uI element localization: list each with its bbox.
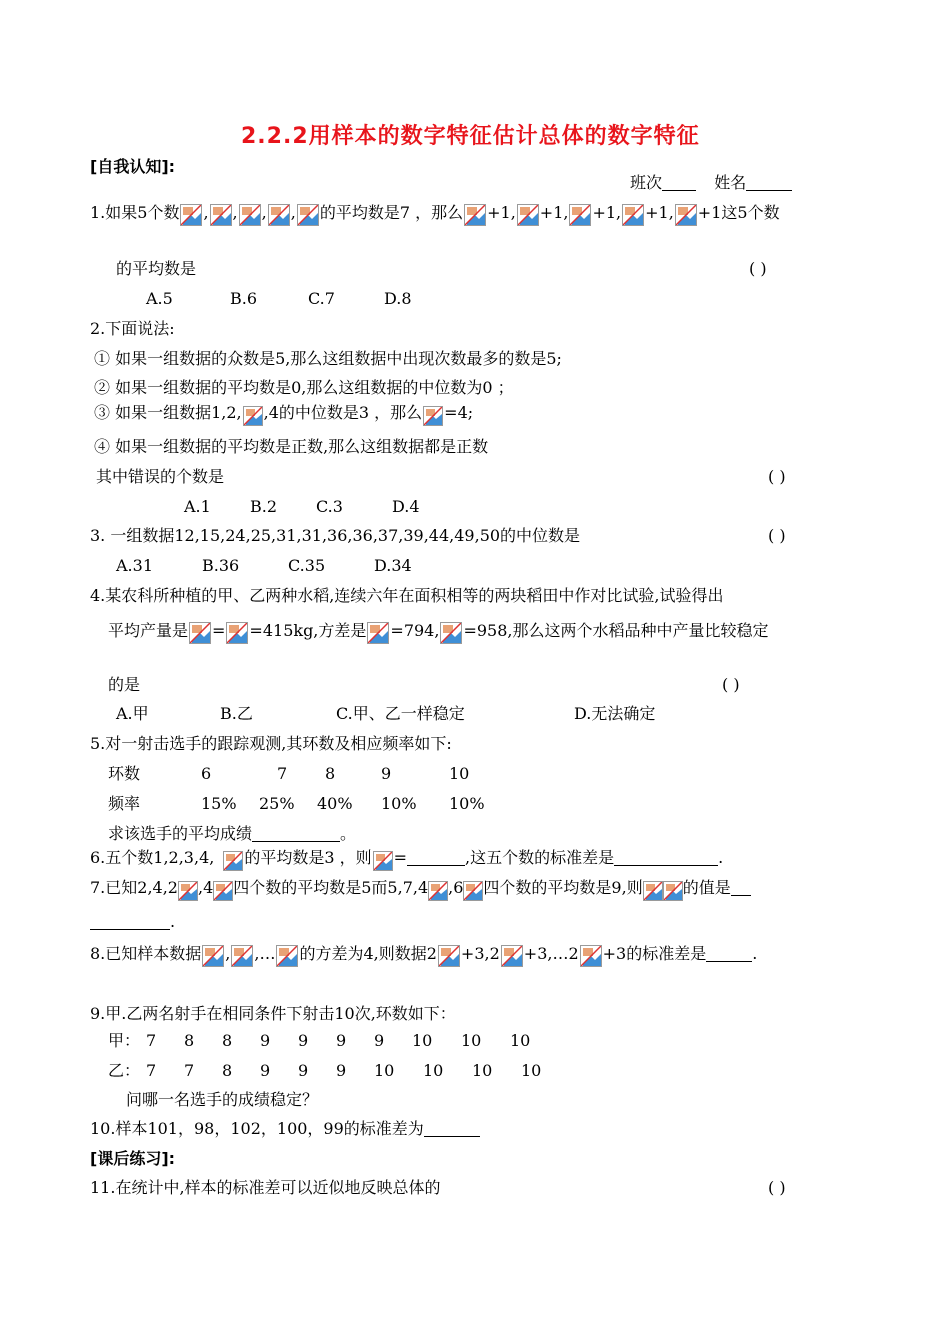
table-cell: 10 <box>472 1061 493 1080</box>
table-cell: 9 <box>298 1031 309 1050</box>
broken-image-icon <box>268 204 290 226</box>
table-cell: 10% <box>449 794 485 813</box>
q1-end: +1这5个数 <box>697 203 780 222</box>
answer-blank[interactable] <box>90 913 170 930</box>
class-blank[interactable] <box>662 174 696 191</box>
answer-paren[interactable]: ( ) <box>749 259 767 278</box>
row-label: 乙： <box>108 1061 141 1080</box>
broken-image-icon <box>440 622 462 644</box>
answer-blank[interactable] <box>407 849 465 866</box>
answer-paren[interactable]: ( ) <box>768 467 786 486</box>
answer-blank[interactable] <box>731 879 751 896</box>
question-9-head: 9.甲.乙两名射手在相同条件下射击10次,环数如下： <box>90 1004 456 1023</box>
option-d[interactable]: D.4 <box>392 497 420 516</box>
broken-image-icon <box>675 204 697 226</box>
q4-l2b: = <box>212 621 226 640</box>
q3-options <box>116 555 412 577</box>
question-8 <box>90 943 757 967</box>
table-cell: 7 <box>146 1061 157 1080</box>
q7-a: 7.已知2,4,2 <box>90 878 178 897</box>
broken-image-icon <box>643 881 663 901</box>
section-after-class-practice: [课后练习]: <box>90 1149 176 1168</box>
table-cell: 10 <box>461 1031 482 1050</box>
table-cell: 40% <box>317 794 353 813</box>
question-1-line1: 1.如果5个数 , , , , 的平均数是7 ，那么 +1, +1, +1, +1, +1这5个数 <box>90 202 780 226</box>
q1-plus: +1, <box>539 203 569 222</box>
row-label: 频率 <box>108 794 141 813</box>
table-cell: 10 <box>449 764 470 783</box>
broken-image-icon <box>226 622 248 644</box>
table-cell: 10 <box>412 1031 433 1050</box>
broken-image-icon <box>210 204 232 226</box>
class-label: 班次 <box>630 173 663 192</box>
option-d[interactable]: D.无法确定 <box>574 704 656 723</box>
broken-image-icon <box>622 204 644 226</box>
broken-image-icon <box>178 881 198 901</box>
row-label: 环数 <box>108 764 141 783</box>
broken-image-icon <box>517 204 539 226</box>
q8-g: +3的标准差是 <box>602 944 707 963</box>
question-4-line2 <box>108 620 768 644</box>
broken-image-icon <box>213 881 233 901</box>
q8-b: , <box>225 944 231 963</box>
broken-image-icon <box>438 945 460 967</box>
q1-mid: 的平均数是7 ，那么 <box>319 203 464 222</box>
broken-image-icon <box>180 204 202 226</box>
question-10 <box>90 1118 480 1140</box>
table-cell: 9 <box>260 1031 271 1050</box>
broken-image-icon <box>367 622 389 644</box>
table-cell: 10 <box>521 1061 542 1080</box>
q5-ask-text: 求该选手的平均成绩 <box>108 824 253 843</box>
broken-image-icon <box>276 945 298 967</box>
name-blank[interactable] <box>746 174 792 191</box>
q1-plus: +1, <box>592 203 622 222</box>
table-cell: 9 <box>381 764 392 783</box>
q2-ask: 其中错误的个数是 <box>96 467 225 486</box>
name-label: 姓名 <box>714 173 747 192</box>
table-cell: 9 <box>260 1061 271 1080</box>
answer-paren[interactable]: ( ) <box>722 675 740 694</box>
q1-options <box>146 288 412 310</box>
broken-image-icon <box>464 204 486 226</box>
answer-blank[interactable] <box>252 825 340 842</box>
option-c[interactable]: C.甲、乙一样稳定 <box>336 704 465 723</box>
section-self-awareness: [自我认知]: <box>90 157 176 176</box>
option-c[interactable]: C.7 <box>308 289 335 308</box>
question-7 <box>90 877 751 901</box>
broken-image-icon <box>189 622 211 644</box>
q8-a: 8.已知样本数据 <box>90 944 202 963</box>
broken-image-icon <box>423 406 443 426</box>
q7-b: ,4 <box>197 878 214 897</box>
table-cell: 10% <box>381 794 417 813</box>
answer-paren[interactable]: ( ) <box>768 526 786 545</box>
class-name-line <box>630 172 792 194</box>
q7-g: . <box>170 912 176 931</box>
broken-image-icon <box>223 851 243 871</box>
q7-f: 的值是 <box>682 878 731 897</box>
question-4-line1: 4.某农科所种植的甲、乙两种水稻,连续六年在面积相等的两块稻田中作对比试验,试验得出 <box>90 586 724 605</box>
q5-ask-end: 。 <box>340 824 357 843</box>
q1-plus: +1, <box>487 203 516 222</box>
broken-image-icon <box>663 881 683 901</box>
table-cell: 7 <box>146 1031 157 1050</box>
table-cell: 10 <box>374 1061 395 1080</box>
broken-image-icon <box>501 945 523 967</box>
q2-statement-3 <box>94 402 473 426</box>
option-b[interactable]: B.36 <box>202 556 240 575</box>
q5-row-frequency <box>108 793 485 815</box>
q8-h: . <box>752 944 758 963</box>
q4-l2c: =415kg,方差是 <box>249 621 367 640</box>
question-5-head: 5.对一射击选手的跟踪观测,其环数及相应频率如下: <box>90 734 452 753</box>
q1-plus: +1, <box>645 203 674 222</box>
broken-image-icon <box>243 406 263 426</box>
table-cell: 7 <box>277 764 288 783</box>
table-cell: 9 <box>336 1031 347 1050</box>
table-cell: 7 <box>184 1061 195 1080</box>
q4-options <box>116 703 655 725</box>
option-c[interactable]: C.3 <box>316 497 343 516</box>
q2-statement-2: ② 如果一组数据的平均数是0,那么这组数据的中位数为0 ； <box>94 378 514 397</box>
q9-row-yi <box>108 1060 541 1082</box>
q7-e: 四个数的平均数是9,则 <box>483 878 643 897</box>
broken-image-icon <box>202 945 224 967</box>
table-cell: 8 <box>184 1031 195 1050</box>
option-a[interactable]: A.甲 <box>116 704 149 723</box>
broken-image-icon <box>239 204 261 226</box>
answer-blank[interactable] <box>614 849 718 866</box>
q8-d: 的方差为4,则数据2 <box>299 944 437 963</box>
table-cell: 9 <box>336 1061 347 1080</box>
broken-image-icon <box>463 881 483 901</box>
q4-l2a: 平均产量是 <box>108 621 189 640</box>
option-a[interactable]: A.1 <box>184 497 211 516</box>
table-cell: 9 <box>298 1061 309 1080</box>
table-cell: 9 <box>374 1031 385 1050</box>
q6-a: 6.五个数1,2,3,4, <box>90 848 215 867</box>
table-cell: 10 <box>423 1061 444 1080</box>
table-cell: 6 <box>201 764 212 783</box>
q2-statement-4: ④ 如果一组数据的平均数是正数,那么这组数据都是正数 <box>94 437 489 456</box>
q7-c: 四个数的平均数是5而5,7,4 <box>233 878 429 897</box>
broken-image-icon <box>428 881 448 901</box>
question-6 <box>90 847 723 871</box>
q2-s3a: ③ 如果一组数据1,2, <box>94 403 242 422</box>
option-b[interactable]: B.2 <box>250 497 278 516</box>
q6-e: . <box>718 848 724 867</box>
q5-row-rings <box>108 763 469 785</box>
option-a[interactable]: A.5 <box>146 289 173 308</box>
q6-d: ,这五个数的标准差是 <box>465 848 615 867</box>
q9-ask: 问哪一名选手的成绩稳定？ <box>126 1090 319 1109</box>
question-11: 11.在统计中,样本的标准差可以近似地反映总体的 <box>90 1178 441 1197</box>
answer-blank[interactable] <box>424 1120 480 1137</box>
q8-f: +3,…2 <box>523 944 579 963</box>
q2-s3b: ,4的中位数是3 ，那么 <box>263 403 423 422</box>
q2-options <box>184 496 420 518</box>
option-c[interactable]: C.35 <box>288 556 326 575</box>
broken-image-icon <box>569 204 591 226</box>
answer-blank[interactable] <box>706 945 752 962</box>
q6-b: 的平均数是3 ，则 <box>244 848 372 867</box>
row-label: 甲： <box>108 1031 141 1050</box>
option-b[interactable]: B.乙 <box>220 704 253 723</box>
option-b[interactable]: B.6 <box>230 289 258 308</box>
question-3: 3. 一组数据12,15,24,25,31,31,36,36,37,39,44,49,50的中位数是 <box>90 526 581 545</box>
q2-s3c: =4; <box>444 403 474 422</box>
q6-c: = <box>393 848 408 867</box>
q2-statement-1: ① 如果一组数据的众数是5,那么这组数据中出现次数最多的数是5; <box>94 349 562 368</box>
table-cell: 8 <box>222 1031 233 1050</box>
question-7-cont <box>90 911 175 933</box>
table-cell: 8 <box>325 764 336 783</box>
q9-row-jia <box>108 1030 530 1052</box>
question-4-line3: 的是 <box>108 675 141 694</box>
answer-paren[interactable]: ( ) <box>768 1178 786 1197</box>
q8-e: +3,2 <box>460 944 500 963</box>
table-cell: 15% <box>201 794 237 813</box>
table-cell: 25% <box>259 794 295 813</box>
broken-image-icon <box>580 945 602 967</box>
table-cell: 8 <box>222 1061 233 1080</box>
q8-c: ,… <box>254 944 276 963</box>
question-1-line2: 的平均数是 <box>116 259 197 278</box>
option-d[interactable]: D.34 <box>374 556 412 575</box>
option-d[interactable]: D.8 <box>384 289 412 308</box>
broken-image-icon <box>373 851 393 871</box>
q10-text: 10.样本101，98，102，100，99的标准差为 <box>90 1119 424 1138</box>
q4-l2e: =958,那么这两个水稻品种中产量比较稳定 <box>463 621 769 640</box>
q1-prefix: 1.如果5个数 <box>90 203 180 222</box>
question-2-head: 2.下面说法: <box>90 319 175 338</box>
q7-d: ,6 <box>448 878 464 897</box>
table-cell: 10 <box>510 1031 531 1050</box>
broken-image-icon <box>231 945 253 967</box>
broken-image-icon <box>297 204 319 226</box>
page-title: 2.2.2用样本的数字特征估计总体的数字特征 <box>241 124 700 149</box>
q4-l2d: =794, <box>390 621 440 640</box>
q5-ask <box>108 823 356 845</box>
option-a[interactable]: A.31 <box>116 556 153 575</box>
